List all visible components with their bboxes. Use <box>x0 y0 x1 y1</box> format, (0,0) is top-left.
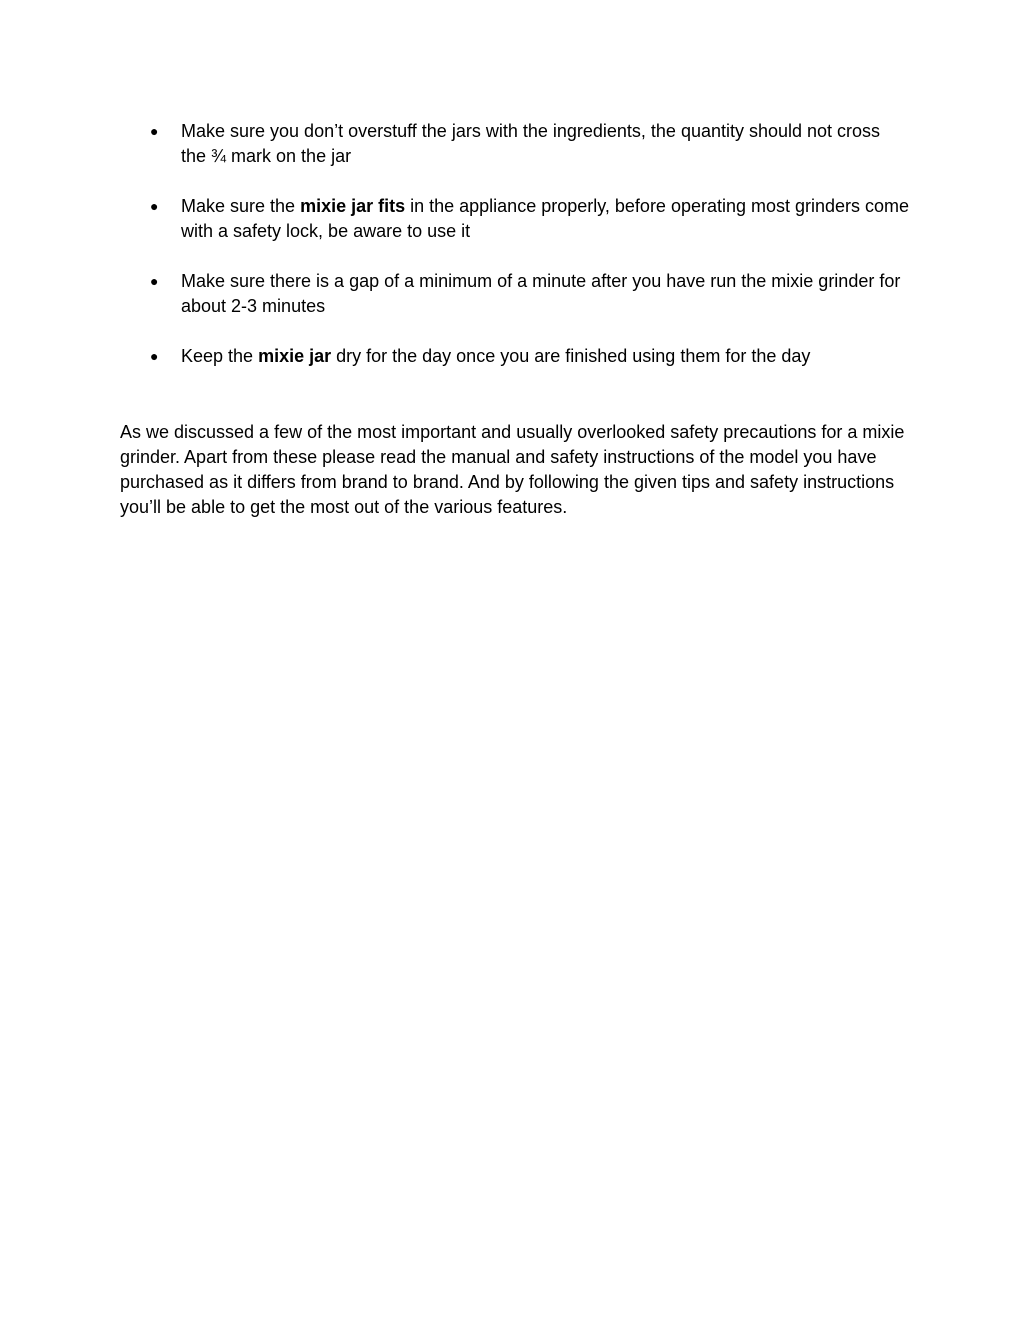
bullet-icon: ● <box>150 348 159 364</box>
list-item-bold-text: mixie jar <box>258 346 332 366</box>
list-item <box>150 194 910 244</box>
closing-paragraph: As we discussed a few of the most important and usually overlooked safety precautions for a mixie grinder. Apart from these please read the manual and safety instructions of the model you have purchased as it differs from brand to brand. And by following the given tips and safety instructions you’ll be able to get the most out of the various features. <box>120 422 905 517</box>
list-item <box>150 269 910 319</box>
bullet-icon: ● <box>150 123 159 139</box>
list-item-text: Make sure the <box>181 196 301 216</box>
list-item-text: dry for the day once you are finished using them for the day <box>331 346 811 366</box>
bullet-icon: ● <box>150 198 159 214</box>
list-item <box>150 344 910 369</box>
list-item <box>150 119 910 169</box>
list-item-text: Make sure there is a gap of a minimum of a minute after you have run the mixie grinder for about 2-3 minutes <box>181 271 901 316</box>
list-item-text: in the appliance properly, before operating most grinders come with a safety lock, be aware to use it <box>181 196 910 241</box>
safety-tips-list <box>150 119 910 394</box>
list-item-text: Make sure you don’t overstuff the jars with the ingredients, the quantity should not cross the ¾ mark on the jar <box>181 121 881 166</box>
list-item-bold-text: mixie jar fits <box>300 196 406 216</box>
list-item-text: Keep the <box>181 346 259 366</box>
bullet-icon: ● <box>150 273 159 289</box>
